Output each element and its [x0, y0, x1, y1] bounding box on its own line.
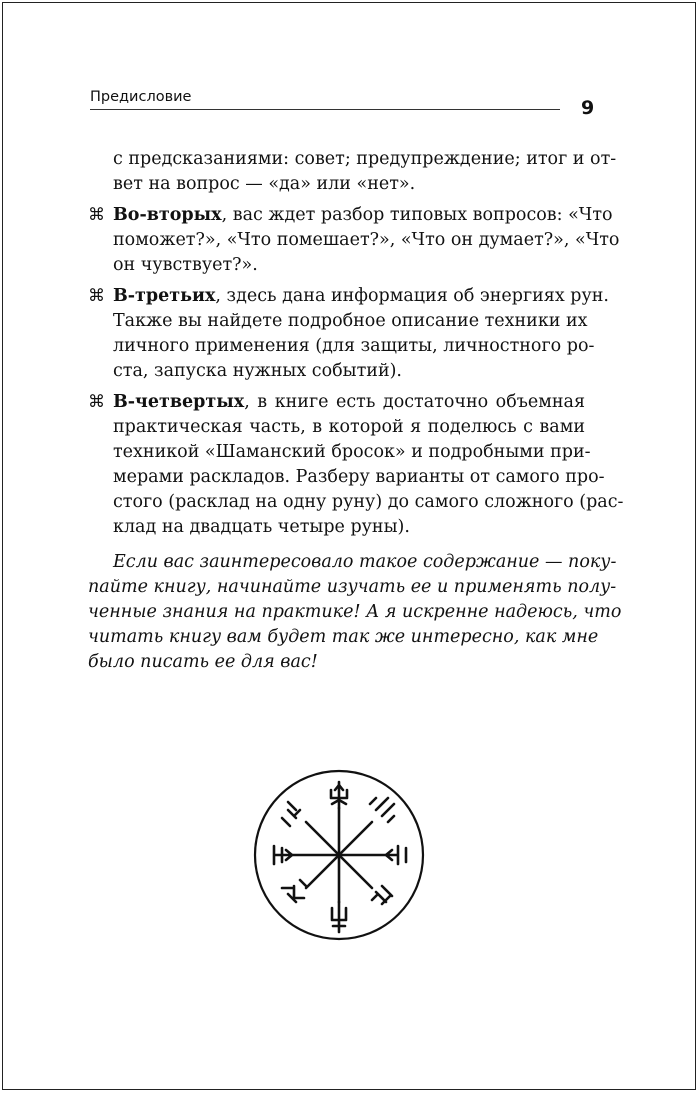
closing-line-3: ченные знания на практике! А я искренне надеюсь, что — [88, 602, 622, 622]
bullet-marker-icon: ⌘ — [88, 286, 105, 306]
bullet-2-line-1 — [113, 284, 609, 309]
closing-line-4: читать книгу вам будет так же интересно, как мне — [88, 627, 599, 647]
closing-line-2: пайте книгу, начинайте изучать ее и применять полу- — [88, 577, 617, 597]
bullet-3-line-3: техникой «Шаманский бросок» и подробными при- — [113, 442, 591, 462]
bullet-3-line-2: практическая часть, в которой я поделюсь с вами — [113, 417, 585, 437]
bullet-2-line-4: ста, запуска нужных событий). — [113, 361, 402, 381]
bullet-3-lead: В-четвертых — [113, 392, 245, 412]
bullet-2-line-2: Также вы найдете подробное описание техники их — [113, 311, 588, 331]
closing-line-5: было писать ее для вас! — [88, 652, 318, 672]
running-head: Предисловие — [90, 89, 192, 105]
closing-line-1: Если вас заинтересовало такое содержание — поку- — [113, 552, 617, 572]
vegvisir-rune-compass-icon — [252, 768, 426, 942]
bullet-3-first-rest: , в книге есть достаточно объемная — [244, 392, 585, 412]
bullet-1-line-2: поможет?», «Что помешает?», «Что он думает?», «Что — [113, 230, 620, 250]
bullet-marker-icon: ⌘ — [88, 392, 105, 412]
header-rule — [90, 109, 560, 110]
page-number: 9 — [581, 97, 595, 119]
bullet-1-lead: Во-вторых — [113, 205, 222, 225]
bullet-2-first-rest: , здесь дана информация об энергиях рун. — [215, 286, 609, 306]
bullet-3-line-5: стого (расклад на одну руну) до самого сложного (рас- — [113, 492, 624, 512]
bullet-1-line-1 — [113, 203, 613, 228]
bullet-3-line-6: клад на двадцать четыре руны). — [113, 517, 410, 537]
intro-line-2: вет на вопрос — «да» или «нет». — [113, 174, 416, 194]
bullet-2-lead: В-третьих — [113, 286, 216, 306]
bullet-1-first-rest: , вас ждет разбор типовых вопросов: «Что — [221, 205, 613, 225]
bullet-3-line-4: мерами раскладов. Разберу варианты от самого про- — [113, 467, 605, 487]
bullet-marker-icon: ⌘ — [88, 205, 105, 225]
bullet-2-line-3: личного применения (для защиты, личностного ро- — [113, 336, 595, 356]
bullet-3-line-1 — [113, 390, 585, 415]
intro-line-1: с предсказаниями: совет; предупреждение; итог и от- — [113, 149, 617, 169]
bullet-1-line-3: он чувствует?». — [113, 255, 258, 275]
